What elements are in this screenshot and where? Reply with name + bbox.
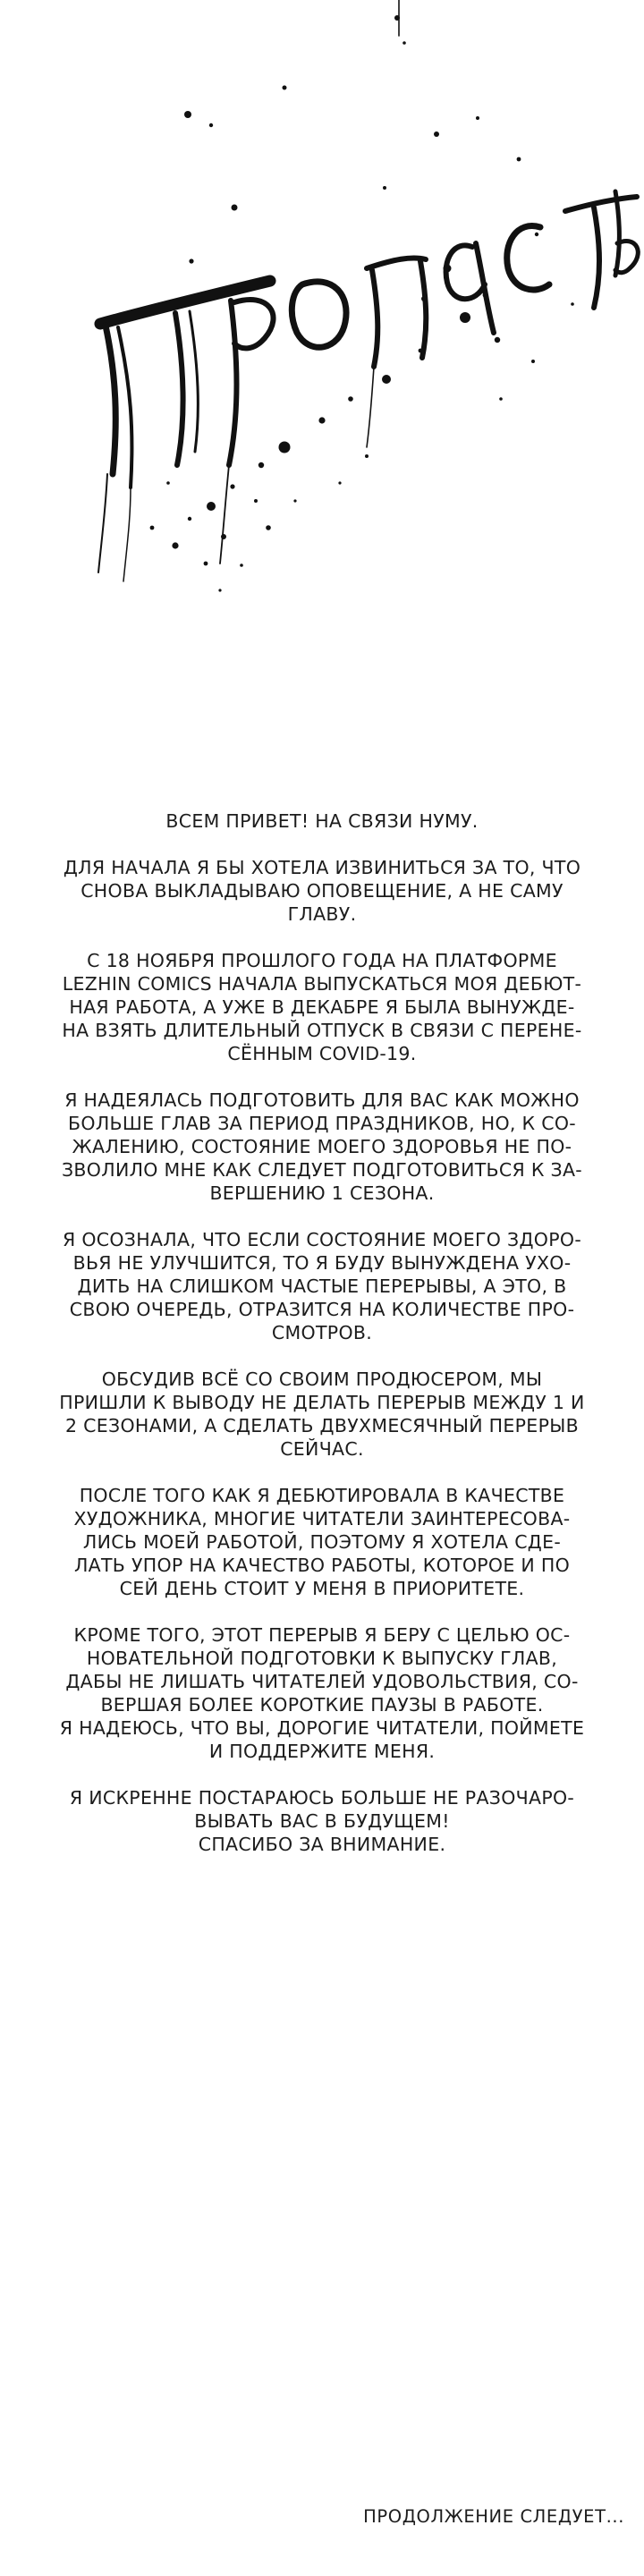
notice-paragraph: С 18 НОЯБРЯ ПРОШЛОГО ГОДА НА ПЛАТФОРМЕ LEZHIN COMICS НАЧАЛА ВЫПУСКАТЬСЯ МОЯ ДЕБЮТ- НАЯ РАБОТА, А УЖЕ В ДЕКАБРЕ Я БЫЛА ВЫНУЖДЕ- НА ВЗЯТЬ ДЛИТЕЛЬНЫЙ ОТПУСК В СВЯЗИ С ПЕРЕНЕ- СЁННЫМ COVID-19. [62,950,582,1064]
notice-paragraph: ПОСЛЕ ТОГО КАК Я ДЕБЮТИРОВАЛА В КАЧЕСТВЕ ХУДОЖНИКА, МНОГИЕ ЧИТАТЕЛИ ЗАИНТЕРЕСОВА- ЛИСЬ МОЕЙ РАБОТОЙ, ПОЭТОМУ Я ХОТЕЛА СДЕ- ЛАТЬ УПОР НА КАЧЕСТВО РАБОТЫ, КОТОРОЕ И ПО СЕЙ ДЕНЬ СТОИТ У МЕНЯ В ПРИОРИТЕТЕ. [73,1485,571,1599]
title-logo-brush-art [0,0,644,626]
author-notice [27,809,617,1879]
notice-paragraph: Я ОСОЗНАЛА, ЧТО ЕСЛИ СОСТОЯНИЕ МОЕГО ЗДОРО- ВЬЯ НЕ УЛУЧШИТСЯ, ТО Я БУДУ ВЫНУЖДЕНА УХО- ДИТЬ НА СЛИШКОМ ЧАСТЫЕ ПЕРЕРЫВЫ, А ЭТО, В СВОЮ ОЧЕРЕДЬ, ОТРАЗИТСЯ НА КОЛИЧЕСТВЕ ПРО- СМОТРОВ. [62,1229,582,1343]
notice-paragraph: Я ИСКРЕННЕ ПОСТАРАЮСЬ БОЛЬШЕ НЕ РАЗОЧАРО- ВЫВАТЬ ВАС В БУДУЩЕМ! СПАСИБО ЗА ВНИМАНИЕ. [69,1787,575,1855]
notice-paragraph: КРОМЕ ТОГО, ЭТОТ ПЕРЕРЫВ Я БЕРУ С ЦЕЛЬЮ ОС- НОВАТЕЛЬНОЙ ПОДГОТОВКИ К ВЫПУСКУ ГЛАВ, ДАБЫ НЕ ЛИШАТЬ ЧИТАТЕЛЕЙ УДОВОЛЬСТВИЯ, СО- ВЕРШАЯ БОЛЕЕ КОРОТКИЕ ПАУЗЫ В РАБОТЕ. Я НАДЕЮСЬ, ЧТО ВЫ, ДОРОГИЕ ЧИТАТЕЛИ, ПОЙМЕТЕ И ПОДДЕРЖИТЕ МЕНЯ. [59,1624,585,1762]
notice-paragraph: ОБСУДИВ ВСЁ СО СВОИМ ПРОДЮСЕРОМ, МЫ ПРИШЛИ К ВЫВОДУ НЕ ДЕЛАТЬ ПЕРЕРЫВ МЕЖДУ 1 И 2 СЕЗОНАМИ, А СДЕЛАТЬ ДВУХМЕСЯЧНЫЙ ПЕРЕРЫВ СЕЙЧАС. [59,1368,585,1460]
notice-paragraph: ДЛЯ НАЧАЛА Я БЫ ХОТЕЛА ИЗВИНИТЬСЯ ЗА ТО, ЧТО СНОВА ВЫКЛАДЫВАЮ ОПОВЕЩЕНИЕ, А НЕ САМУ ГЛАВУ. [63,857,581,925]
to-be-continued-text: ПРОДОЛЖЕНИЕ СЛЕДУЕТ... [363,2506,624,2527]
notice-paragraph: Я НАДЕЯЛАСЬ ПОДГОТОВИТЬ ДЛЯ ВАС КАК МОЖНО БОЛЬШЕ ГЛАВ ЗА ПЕРИОД ПРАЗДНИКОВ, НО, К СО- ЖАЛЕНИЮ, СОСТОЯНИЕ МОЕГО ЗДОРОВЬЯ НЕ ПО- ЗВОЛИЛО МНЕ КАК СЛЕДУЕТ ПОДГОТОВИТЬСЯ К ЗА- ВЕРШЕНИЮ 1 СЕЗОНА. [61,1089,582,1204]
notice-paragraph: ВСЕМ ПРИВЕТ! НА СВЯЗИ НУМУ. [165,810,479,832]
